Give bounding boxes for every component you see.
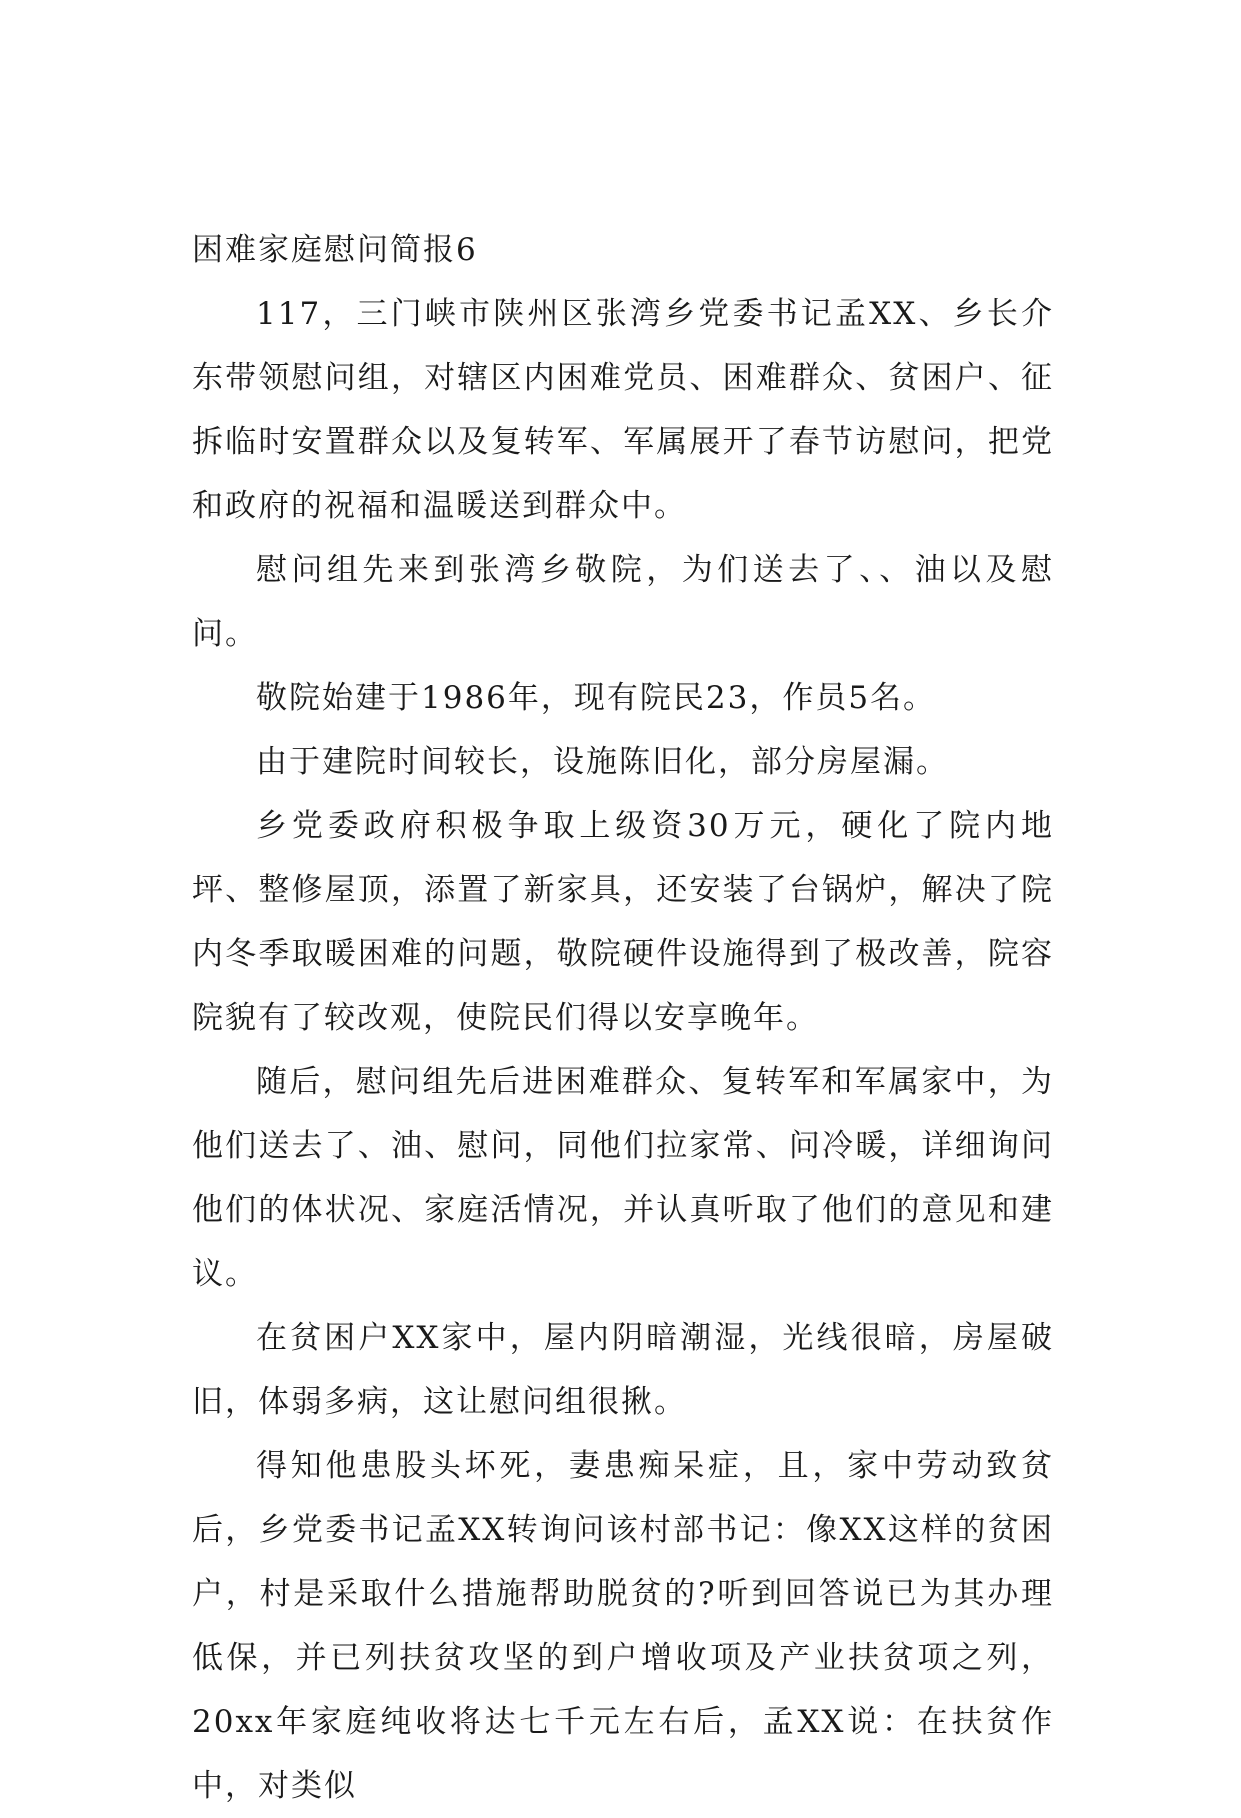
paragraph: 随后，慰问组先后进困难群众、复转军和军属家中，为他们送去了、油、慰问，同他们拉家常、问冷暖，详细询问他们的体状况、家庭活情况，并认真听取了他们的意见和建议。	[192, 1064, 1054, 1292]
paragraph: 敬院始建于1986年，现有院民23，作员5名。	[256, 680, 937, 716]
paragraph: 在贫困户XX家中，屋内阴暗潮湿，光线很暗，房屋破旧，体弱多病，这让慰问组很揪。	[192, 1320, 1054, 1420]
paragraph: 得知他患股头坏死，妻患痴呆症，且，家中劳动致贫后，乡党委书记孟XX转询问该村部书记：像XX这样的贫困户，村是采取什么措施帮助脱贫的?听到回答说已为其办理低保，并已列扶贫攻坚的到户增收项及产业扶贫项之列，20xx年家庭纯收将达七千元左右后，孟XX说：在扶贫作中，对类似	[192, 1448, 1054, 1804]
paragraph: 乡党委政府积极争取上级资30万元，硬化了院内地坪、整修屋顶，添置了新家具，还安装了台锅炉，解决了院内冬季取暖困难的问题，敬院硬件设施得到了极改善，院容院貌有了较改观，使院民们得以安享晚年。	[192, 808, 1054, 1036]
paragraph: 117，三门峡市陕州区张湾乡党委书记孟XX、乡长介东带领慰问组，对辖区内困难党员、困难群众、贫困户、征拆临时安置群众以及复转军、军属展开了春节访慰问，把党和政府的祝福和温暖送到群众中。	[192, 296, 1054, 524]
paragraph: 慰问组先来到张湾乡敬院，为们送去了、、油以及慰问。	[192, 552, 1054, 652]
paragraph: 由于建院时间较长，设施陈旧化，部分房屋漏。	[256, 744, 949, 780]
document-body	[192, 218, 1054, 1818]
document-title: 困难家庭慰问简报6	[192, 232, 478, 268]
